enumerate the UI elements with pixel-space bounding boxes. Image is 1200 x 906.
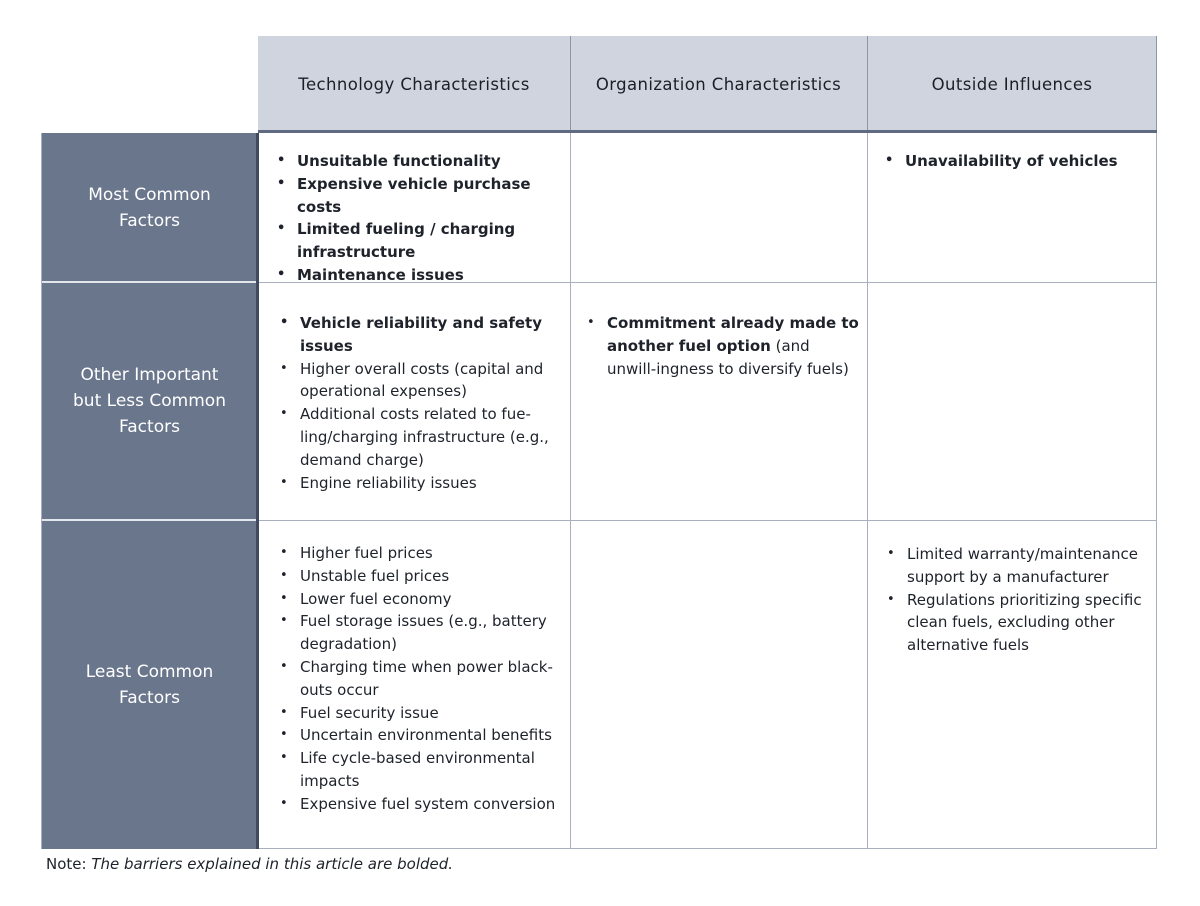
table-note: [46, 855, 453, 873]
row-label-most-common: [41, 133, 258, 282]
factor-list: [883, 150, 1149, 173]
factor-list: [275, 150, 565, 287]
list-item: • Lower fuel economy: [278, 588, 566, 611]
list-item: • Unavailability of vehicles: [883, 150, 1149, 173]
list-item: • Fuel security issue: [278, 702, 566, 725]
header-organization: [570, 36, 867, 133]
header-divider: [570, 36, 571, 133]
list-item: • Unstable fuel prices: [278, 565, 566, 588]
plain-text: (and unwill-ingness to diversify fuels): [607, 336, 849, 378]
row-label-separator: [41, 281, 258, 283]
cell-border: [570, 520, 868, 849]
header-outside-label: Outside Influences: [931, 75, 1093, 94]
factor-list: [885, 543, 1150, 657]
cell-other-important-organization: [585, 312, 860, 380]
row-label-separator: [41, 519, 258, 521]
list-item: • Additional costs related to fue-ling/charging infrastructure (e.g., demand charge): [278, 403, 566, 471]
table-left-border: [41, 133, 42, 849]
header-technology-label: Technology Characteristics: [298, 75, 530, 94]
list-item: • Higher fuel prices: [278, 542, 566, 565]
factor-list: [278, 312, 566, 494]
list-item: • Fuel storage issues (e.g., battery degradation): [278, 610, 566, 656]
list-item: • Limited fueling / charging infrastructure: [275, 218, 565, 264]
factor-list: [278, 542, 566, 816]
cell-most-common-outside: [883, 150, 1149, 173]
header-technology: [258, 36, 570, 133]
note-prefix: Note:: [46, 855, 92, 873]
list-item: • Expensive vehicle purchase costs: [275, 173, 565, 219]
row-label-text: Most Common Factors: [88, 184, 211, 231]
cell-most-common-technology: [275, 150, 565, 287]
list-item: • Vehicle reliability and safety issues: [278, 312, 566, 358]
row-label-text: Least Common Factors: [85, 661, 214, 708]
row-label-least-common: [41, 520, 258, 849]
bold-text: Commitment already made to another fuel option: [607, 314, 859, 355]
list-item: • Uncertain environmental benefits: [278, 724, 566, 747]
cell-least-common-outside: [885, 543, 1150, 657]
list-item: • Life cycle-based environmental impacts: [278, 747, 566, 793]
list-item: • Expensive fuel system conversion: [278, 793, 566, 816]
list-item: • Charging time when power black-outs occur: [278, 656, 566, 702]
note-text: The barriers explained in this article are bolded.: [91, 855, 454, 873]
header-divider: [867, 36, 868, 133]
header-organization-label: Organization Characteristics: [595, 75, 842, 94]
list-item: • Regulations prioritizing specific clean fuels, excluding other alternative fuels: [885, 589, 1150, 657]
list-item: • Maintenance issues: [275, 264, 565, 287]
cell-least-common-technology: [278, 542, 566, 816]
row-label-other-important: [41, 282, 258, 520]
header-divider: [1156, 36, 1157, 133]
list-item: • Engine reliability issues: [278, 472, 566, 495]
cell-other-important-technology: [278, 312, 566, 494]
list-item: • Unsuitable functionality: [275, 150, 565, 173]
cell-border: [570, 133, 868, 283]
header-outside: [867, 36, 1157, 133]
list-item: • Limited warranty/maintenance support by a manufacturer: [885, 543, 1150, 589]
barriers-table: [41, 36, 1157, 849]
factor-list: [585, 312, 860, 380]
cell-border: [867, 282, 1157, 521]
row-label-text: Other Important but Less Common Factors: [73, 365, 226, 437]
list-item: [585, 312, 860, 380]
list-item: • Higher overall costs (capital and operational expenses): [278, 358, 566, 404]
